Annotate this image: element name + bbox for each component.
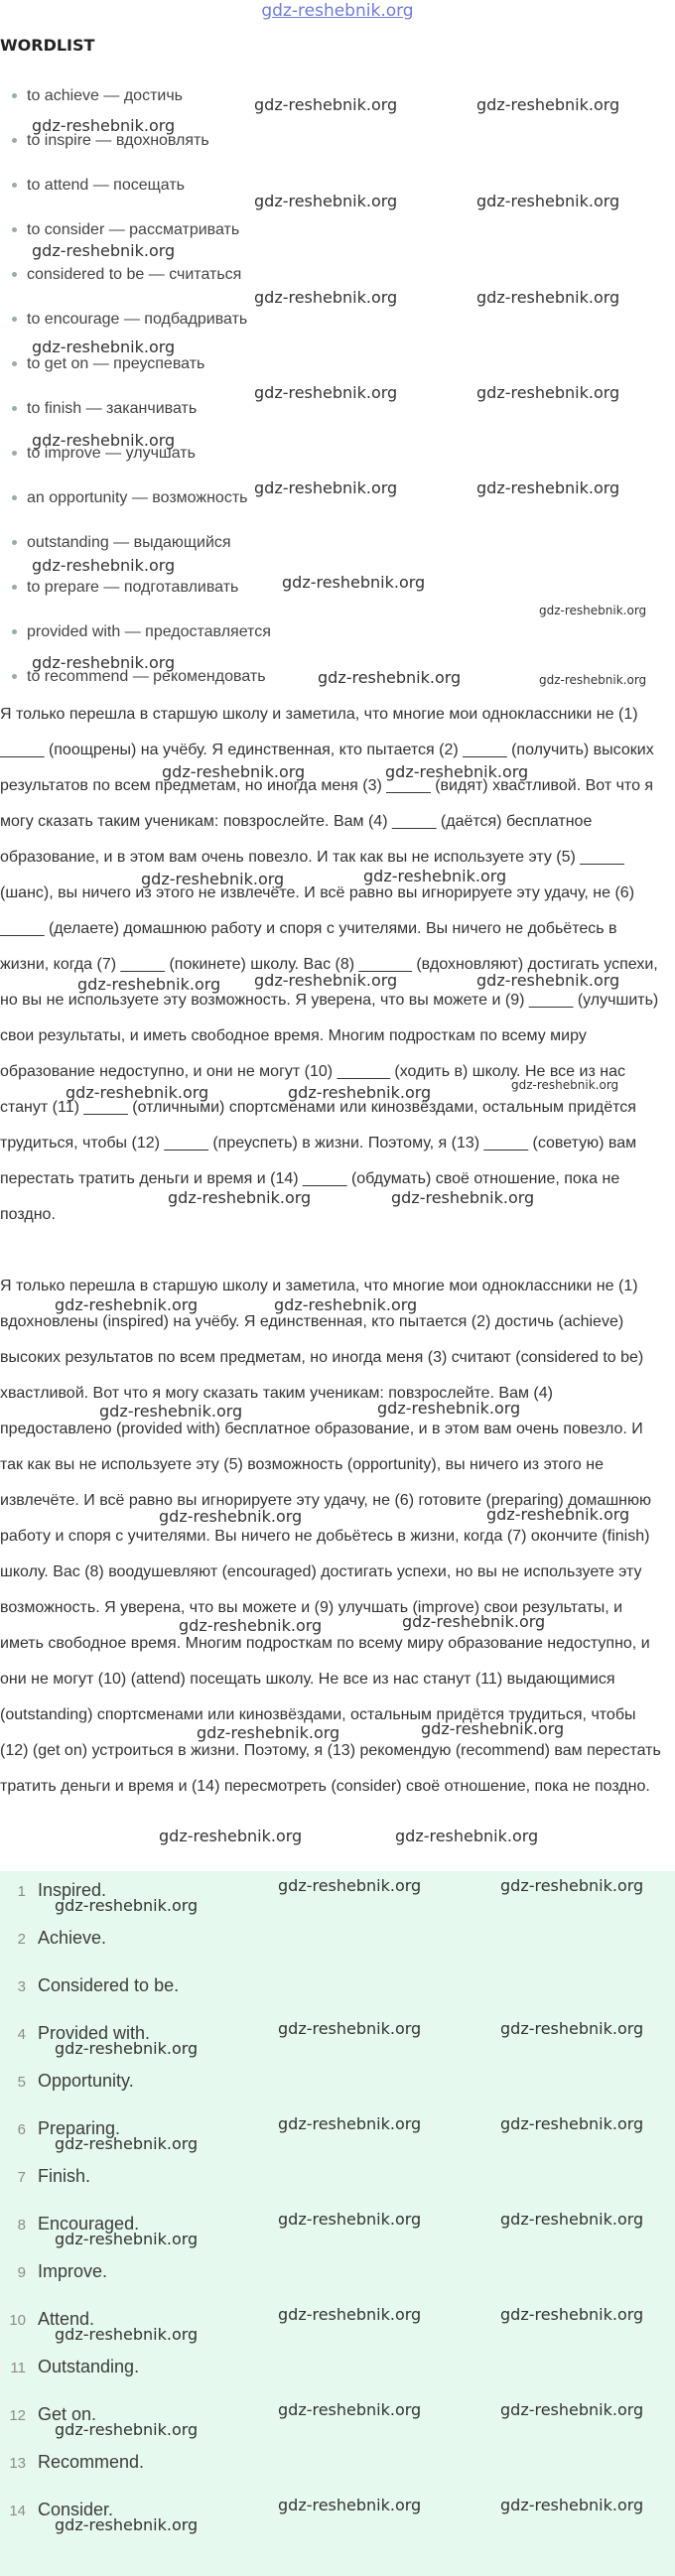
watermark: gdz-reshebnik.org	[55, 2325, 199, 2344]
watermark: gdz-reshebnik.org	[278, 2305, 422, 2324]
bullet-icon	[12, 317, 17, 322]
list-item: to inspire — вдохновлять	[12, 132, 209, 150]
watermark: gdz-reshebnik.org	[282, 573, 426, 592]
list-item: outstanding — выдающийся	[12, 534, 231, 552]
bullet-icon	[12, 93, 17, 98]
list-item: to encourage — подбадривать	[12, 311, 247, 329]
watermark: gdz-reshebnik.org	[500, 2019, 644, 2038]
watermark: gdz-reshebnik.org	[476, 192, 620, 210]
site-link[interactable]: gdz-reshebnik.org	[261, 1, 414, 21]
bullet-icon	[12, 629, 17, 634]
watermark: gdz-reshebnik.org	[274, 1295, 418, 1314]
watermark: gdz-reshebnik.org	[159, 1507, 303, 1526]
list-item: to consider — рассматривать	[12, 221, 239, 239]
watermark: gdz-reshebnik.org	[197, 1723, 340, 1742]
watermark: gdz-reshebnik.org	[500, 2305, 644, 2324]
bullet-icon	[12, 406, 17, 411]
list-item: to recommend — рекомендовать	[12, 668, 266, 686]
watermark: gdz-reshebnik.org	[539, 673, 647, 687]
watermark: gdz-reshebnik.org	[162, 762, 306, 781]
list-item: provided with — предоставляется	[12, 623, 271, 641]
watermark: gdz-reshebnik.org	[32, 653, 176, 672]
watermark: gdz-reshebnik.org	[141, 870, 285, 888]
answer-item: 12 Get on.	[9, 2404, 97, 2424]
watermark: gdz-reshebnik.org	[278, 2114, 422, 2133]
answer-item: 10 Attend.	[9, 2309, 95, 2329]
watermark: gdz-reshebnik.org	[254, 288, 398, 307]
list-item: to achieve — достичь	[12, 87, 183, 105]
answer-item: 13 Recommend.	[9, 2452, 145, 2472]
answer-item: 7 Finish.	[17, 2166, 91, 2186]
answer-paragraph: Я только перешла в старшую школу и заметила, что многие мои одноклассники не (1) вдохновлены (inspired) на учёбу. Я единственная, кто пытается (2) достичь (achieve) высоких результатов по всем предметам, но иногда меня (3) считают (considered to be) хвастливой. Вот что я могу сказать таким ученикам: повзрослейте. Вам (4) предоставлено (provided with) бесплатное образование, и в этом вам очень повезло. И так как вы не используете эту (5) возможность (opportunity), вы ничего из этого не извлечёте. И всё равно вы игнорируете эту удачу, не (6) готовите (preparing) домашнюю работу и споря с учителями. Вы ничего не добьётесь в жизни, когда (7) окончите (finish) школу. Вас (8) воодушевляют (encouraged) достигать успехи, но вы не используете эту возможность. Я уверена, что вы можете и (9) улучшать (improve) свои результаты, и иметь свободное время. Многим подросткам по всему миру образование недоступно, и они не могут (10) (attend) посещать школу. Не все из нас станут (11) выдающимися (outstanding) спортсменами или кинозвёздами, остальным придётся трудиться, чтобы (12) (get on) устроиться в жизни. Поэтому, я (13) рекомендую (recommend) вам перестать тратить деньги и время и (14) пересмотреть (consider) своё отношение, пока не поздно.	[0, 1278, 661, 1795]
watermark: gdz-reshebnik.org	[500, 2496, 644, 2514]
watermark: gdz-reshebnik.org	[168, 1188, 312, 1207]
bullet-icon	[12, 183, 17, 188]
bullet-icon	[12, 540, 17, 545]
list-item: to prepare — подготавливать	[12, 579, 238, 597]
answer-item: 8 Encouraged.	[17, 2214, 140, 2234]
watermark: gdz-reshebnik.org	[254, 971, 398, 990]
bullet-icon	[12, 495, 17, 500]
watermark: gdz-reshebnik.org	[500, 1876, 644, 1895]
bullet-icon	[12, 585, 17, 590]
watermark: gdz-reshebnik.org	[55, 2230, 199, 2248]
watermark: gdz-reshebnik.org	[278, 1876, 422, 1895]
watermark: gdz-reshebnik.org	[500, 2210, 644, 2229]
answer-item: 3 Considered to be.	[17, 1975, 180, 1995]
watermark: gdz-reshebnik.org	[55, 2420, 199, 2439]
watermark: gdz-reshebnik.org	[511, 1078, 619, 1092]
watermark: gdz-reshebnik.org	[476, 478, 620, 497]
watermark: gdz-reshebnik.org	[476, 95, 620, 114]
answer-item: 9 Improve.	[17, 2261, 108, 2281]
watermark: gdz-reshebnik.org	[254, 192, 398, 210]
watermark: gdz-reshebnik.org	[55, 1295, 199, 1314]
watermark: gdz-reshebnik.org	[377, 1399, 521, 1418]
watermark: gdz-reshebnik.org	[539, 604, 647, 617]
watermark: gdz-reshebnik.org	[55, 2039, 199, 2058]
watermark: gdz-reshebnik.org	[55, 2134, 199, 2153]
answer-item: 5 Opportunity.	[17, 2071, 134, 2091]
watermark: gdz-reshebnik.org	[278, 2400, 422, 2419]
watermark: gdz-reshebnik.org	[402, 1612, 546, 1631]
task-paragraph: Я только перешла в старшую школу и заметила, что многие мои одноклассники не (1) _____ (поощрены) на учёбу. Я единственная, кто пытается (2) _____ (получить) высоких результатов по всем предметам, но иногда меня (3) _____ (видят) хвастливой. Вот что я могу сказать таким ученикам: повзрослейте. Вам (4) _____ (даётся) бесплатное образование, и в этом вам очень повезло. И так как вы не используете эту (5) _____ (шанс), вы ничего из этого не извлечёте. И всё равно вы игнорируете эту удачу, не (6) _____ (делаете) домашнюю работу и споря с учителями. Вы ничего не добьётесь в жизни, когда (7) _____ (покинете) школу. Вас (8) ______ (вдохновляют) достигать успехи, но вы не используете эту возможность. Я уверена, что вы можете и (9) _____ (улучшить) свои результаты, и иметь свободное время. Многим подросткам по всему миру образование недоступно, и они не могут (10) ______ (ходить в) школу. Не все из нас станут (11) _____ (отличными) спортсменами или кинозвёздами, остальным придётся трудиться, чтобы (12) _____ (преуспеть) в жизни. Поэтому, я (13) _____ (советую) вам перестать тратить деньги и время и (14) _____ (обдумать) своё отношение, пока не поздно.	[0, 706, 659, 1223]
watermark: gdz-reshebnik.org	[32, 431, 176, 450]
list-item: to improve — улучшать	[12, 445, 196, 463]
answer-item: 6 Preparing.	[17, 2118, 121, 2138]
watermark: gdz-reshebnik.org	[476, 288, 620, 307]
watermark: gdz-reshebnik.org	[395, 1827, 539, 1845]
answer-item: 4 Provided with.	[17, 2023, 151, 2043]
watermark: gdz-reshebnik.org	[278, 2019, 422, 2038]
watermark: gdz-reshebnik.org	[159, 1827, 303, 1845]
watermark: gdz-reshebnik.org	[421, 1719, 565, 1738]
watermark: gdz-reshebnik.org	[476, 383, 620, 402]
answer-item: 1 Inspired.	[17, 1880, 107, 1900]
watermark: gdz-reshebnik.org	[77, 975, 221, 994]
answer-item: 14 Consider.	[9, 2500, 114, 2519]
watermark: gdz-reshebnik.org	[278, 2210, 422, 2229]
watermark: gdz-reshebnik.org	[363, 867, 507, 885]
bullet-icon	[12, 361, 17, 366]
watermark: gdz-reshebnik.org	[32, 241, 176, 260]
answer-item: 2 Achieve.	[17, 1928, 107, 1948]
list-item: to get on — преуспевать	[12, 355, 204, 373]
watermark: gdz-reshebnik.org	[500, 2400, 644, 2419]
watermark: gdz-reshebnik.org	[254, 383, 398, 402]
bullet-icon	[12, 227, 17, 232]
watermark: gdz-reshebnik.org	[391, 1188, 535, 1207]
watermark: gdz-reshebnik.org	[254, 95, 398, 114]
watermark: gdz-reshebnik.org	[55, 2515, 199, 2534]
watermark: gdz-reshebnik.org	[476, 971, 620, 990]
watermark: gdz-reshebnik.org	[32, 116, 176, 135]
watermark: gdz-reshebnik.org	[99, 1402, 243, 1421]
watermark: gdz-reshebnik.org	[179, 1616, 323, 1635]
watermark: gdz-reshebnik.org	[486, 1505, 630, 1524]
watermark: gdz-reshebnik.org	[500, 2114, 644, 2133]
bullet-icon	[12, 451, 17, 456]
list-item: to attend — посещать	[12, 177, 185, 195]
watermark: gdz-reshebnik.org	[32, 556, 176, 575]
list-item: considered to be — считаться	[12, 266, 241, 284]
watermark: gdz-reshebnik.org	[278, 2496, 422, 2514]
watermark: gdz-reshebnik.org	[32, 338, 176, 356]
watermark: gdz-reshebnik.org	[318, 668, 462, 687]
bullet-icon	[12, 272, 17, 277]
bullet-icon	[12, 674, 17, 679]
bullet-icon	[12, 138, 17, 143]
watermark: gdz-reshebnik.org	[55, 1896, 199, 1915]
list-item: an opportunity — возможность	[12, 489, 248, 507]
answer-item: 11 Outstanding.	[10, 2357, 140, 2376]
watermark: gdz-reshebnik.org	[288, 1083, 432, 1102]
watermark: gdz-reshebnik.org	[66, 1083, 209, 1102]
watermark: gdz-reshebnik.org	[385, 762, 529, 781]
watermark: gdz-reshebnik.org	[254, 478, 398, 497]
wordlist-title: WORDLIST	[0, 36, 95, 55]
list-item: to finish — заканчивать	[12, 400, 197, 418]
